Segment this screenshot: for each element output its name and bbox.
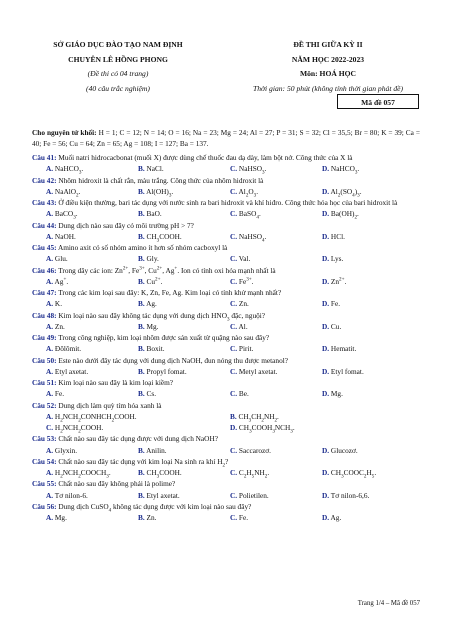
question-47 bbox=[32, 287, 428, 310]
option-c: C. Be. bbox=[230, 389, 249, 399]
option-d: D. $Zn^{2+}$. bbox=[322, 276, 347, 286]
question-stem: Câu 47: Trong các kim loại sau đây: K, Zn, Fe, Ag. Kim loại có tính khử mạnh nhất? bbox=[32, 288, 282, 297]
question-46 bbox=[32, 265, 428, 288]
atomic-masses bbox=[32, 127, 420, 149]
option-a: A. Glu. bbox=[46, 254, 68, 264]
options-row bbox=[32, 343, 428, 354]
exam-code-box: Mã đề 057 bbox=[337, 94, 419, 109]
option-c: C. BaSO$_4$. bbox=[230, 209, 261, 221]
option-d: D. Cu. bbox=[322, 321, 342, 331]
option-d: D. Etyl fomat. bbox=[322, 366, 364, 376]
question-number: Câu 56: bbox=[32, 501, 57, 511]
option-b: B. Cs. bbox=[138, 389, 157, 399]
question-number: Câu 44: bbox=[32, 220, 57, 230]
option-d: D. Fe. bbox=[322, 299, 341, 309]
option-c: C. Al. bbox=[230, 321, 248, 331]
option-b: B. Ag. bbox=[138, 299, 157, 309]
option-c: C. $Fe^{3+}$. bbox=[230, 276, 254, 286]
options-row bbox=[32, 411, 428, 422]
option-b: B. $CH_3CH_2NH_2$. bbox=[230, 411, 279, 424]
option-a: A. $H_2NCH_2CONHCH_2COOH$. bbox=[46, 411, 137, 424]
question-number: Câu 52: bbox=[32, 400, 57, 410]
question-stem: Câu 50: Este nào dưới đây tác dụng với dung dịch NaOH, đun nóng thu được metanol? bbox=[32, 355, 288, 365]
question-number: Câu 41: bbox=[32, 153, 57, 162]
options-row bbox=[32, 163, 428, 174]
time-limit: Thời gian: 50 phút (không tính thời gian phát đề) bbox=[252, 83, 404, 93]
option-a: A. Tơ nilon-6. bbox=[46, 490, 88, 500]
option-b: B. Boxit. bbox=[138, 344, 165, 354]
option-c: C. NaHSO$_4$. bbox=[230, 231, 267, 244]
question-56 bbox=[32, 501, 428, 524]
question-count-note: (40 câu trắc nghiệm) bbox=[86, 83, 150, 93]
question-number: Câu 42: bbox=[32, 175, 57, 185]
option-c: C. $C_2H_5NH_2$. bbox=[230, 468, 270, 480]
school-name: CHUYÊN LÊ HỒNG PHONG bbox=[68, 54, 168, 64]
option-d: D. Lys. bbox=[322, 254, 344, 264]
option-d: D. $Al_2(SO_4)_3$. bbox=[322, 186, 362, 199]
question-number: Câu 53: bbox=[32, 434, 57, 444]
options-row bbox=[32, 208, 428, 219]
question-55 bbox=[32, 478, 428, 501]
option-b: B. Zn. bbox=[138, 513, 157, 522]
page-count-note: (Đề thi có 04 trang) bbox=[87, 69, 149, 79]
option-d: D. $CH_3COOC_2H_5$. bbox=[322, 468, 377, 480]
question-stem: Câu 56: Dung dịch CuSO$_4$ không tác dụng được với kim loại nào sau đây? bbox=[32, 501, 252, 514]
option-a: A. Đôlômit. bbox=[46, 344, 82, 354]
options-row bbox=[32, 186, 428, 197]
question-48 bbox=[32, 310, 428, 333]
option-a: A. Ag+. bbox=[46, 276, 69, 286]
question-list bbox=[32, 152, 428, 523]
option-d: D. Tơ nilon-6,6. bbox=[322, 490, 370, 500]
option-c: C. Metyl axetat. bbox=[230, 366, 278, 376]
option-c: C. Pirit. bbox=[230, 344, 254, 354]
question-52 bbox=[32, 400, 428, 434]
option-a: A. Glyxin. bbox=[46, 445, 78, 455]
option-b: B. Gly. bbox=[138, 254, 159, 264]
question-number: Câu 55: bbox=[32, 479, 57, 489]
options-row bbox=[32, 253, 428, 264]
option-c: C. NaHSO$_3$. bbox=[230, 164, 267, 176]
question-stem: Câu 41: Muối natri hidrocacbonat (muối X) được dùng chế thuốc đau dạ dày, làm bột nở. Công thức của X là bbox=[32, 153, 353, 162]
subject: Môn: HOÁ HỌC bbox=[299, 69, 357, 79]
option-a: A. K. bbox=[46, 299, 63, 309]
option-c: C. Saccarozơ. bbox=[230, 445, 271, 455]
question-number: Câu 47: bbox=[32, 288, 57, 297]
options-row bbox=[32, 321, 428, 332]
question-43 bbox=[32, 197, 428, 220]
question-number: Câu 46: bbox=[32, 265, 57, 275]
option-a: A. Mg. bbox=[46, 513, 67, 522]
question-41 bbox=[32, 152, 428, 175]
option-d: D. NaHCO$_3$. bbox=[322, 164, 360, 176]
options-row bbox=[32, 422, 428, 433]
option-d: D. Ag. bbox=[322, 513, 342, 522]
question-stem: Câu 49: Trong công nghiệp, kim loại nhôm được sản xuất từ quặng nào sau đây? bbox=[32, 333, 270, 342]
question-number: Câu 49: bbox=[32, 333, 57, 342]
options-row bbox=[32, 490, 428, 501]
option-d: D. $Ba(OH)_2$. bbox=[322, 209, 359, 221]
option-b: B. Mg. bbox=[138, 321, 159, 331]
question-number: Câu 51: bbox=[32, 378, 57, 387]
option-b: B. NaCl. bbox=[138, 164, 164, 174]
department-name: SỞ GIÁO DỤC ĐÀO TẠO NAM ĐỊNH bbox=[53, 40, 183, 49]
option-b: B. Anilin. bbox=[138, 445, 167, 455]
question-number: Câu 48: bbox=[32, 310, 57, 320]
option-c: C. $Al_2O_3$. bbox=[230, 186, 259, 199]
option-b: B. BaO. bbox=[138, 209, 162, 219]
page-footer: Trang 1/4 – Mã đề 057 bbox=[357, 600, 420, 607]
exam-title: ĐỀ THI GIỮA KỲ II bbox=[293, 40, 363, 49]
option-d: D. $CH_3COOH_3NCH_3$. bbox=[230, 423, 295, 435]
options-row bbox=[32, 276, 428, 287]
question-54 bbox=[32, 456, 428, 479]
options-row bbox=[32, 445, 428, 456]
option-a: A. Zn. bbox=[46, 321, 65, 331]
option-a: A. NaHCO$_3$. bbox=[46, 164, 84, 176]
option-c: C. Polietilen. bbox=[230, 490, 269, 500]
question-number: Câu 54: bbox=[32, 456, 57, 466]
question-stem: Câu 46: Trong dãy các ion: $Zn^{2+}$, $Fe^{3+}$, $Cu^{2+}$, Ag+. Ion có tính oxi hóa mạnh nhất là bbox=[32, 265, 276, 275]
question-44 bbox=[32, 220, 428, 243]
atomic-masses-text: H = 1; C = 12; N = 14; O = 16; Na = 23; Mg = 24; Al = 27; P = 31; S = 32; Cl = 35,5; Br = 80; K = 39; Ca = 40; Fe = 56; Cu = 64; Zn = 65; Ag = 108; I = 127; Ba = 137. bbox=[32, 128, 420, 149]
options-row bbox=[32, 298, 428, 309]
options-row bbox=[32, 366, 428, 377]
option-c: C. Zn. bbox=[230, 299, 249, 309]
options-row bbox=[32, 467, 428, 478]
question-stem: Câu 42: Nhôm hidroxit là chất rắn, màu trắng. Công thức của nhôm hidroxit là bbox=[32, 175, 264, 185]
question-stem: Câu 51: Kim loại nào sau đây là kim loại kiềm? bbox=[32, 378, 174, 387]
question-53 bbox=[32, 433, 428, 456]
option-a: A. Fe. bbox=[46, 389, 65, 399]
question-stem: Câu 48: Kim loại nào sau đây không tác dụng với dung dịch $HNO_3$ đặc, nguội? bbox=[32, 310, 266, 322]
option-c: C. Val. bbox=[230, 254, 251, 264]
question-number: Câu 50: bbox=[32, 355, 57, 365]
school-year: NĂM HỌC 2022-2023 bbox=[291, 54, 365, 64]
option-b: B. $CH_3COOH$. bbox=[138, 468, 182, 480]
question-49 bbox=[32, 332, 428, 355]
question-stem: Câu 43: Ở điều kiện thường, bari tác dụng với nước sinh ra bari hidroxit và khí hiđro. Công thức hóa học của bari hidroxit là bbox=[32, 198, 398, 207]
question-stem: Câu 53: Chất nào sau đây tác dụng được với dung dịch NaOH? bbox=[32, 434, 218, 444]
question-stem: Câu 54: Chất nào sau đây tác dụng với kim loại Na sinh ra khí $H_2$? bbox=[32, 456, 229, 469]
option-a: A. NaOH. bbox=[46, 231, 76, 241]
question-number: Câu 43: bbox=[32, 198, 57, 207]
option-a: A. Etyl axetat. bbox=[46, 366, 89, 376]
question-stem: Câu 45: Amino axit có số nhóm amino ít hơn số nhóm cacboxyl là bbox=[32, 243, 228, 252]
option-a: A. BaCO$_3$. bbox=[46, 209, 78, 221]
option-b: B. Etyl axetat. bbox=[138, 490, 180, 500]
question-51 bbox=[32, 377, 428, 400]
question-stem: Câu 52: Dung dịch làm quỳ tím hóa xanh là bbox=[32, 400, 162, 410]
option-b: B. $CH_3COOH$. bbox=[138, 231, 182, 244]
options-row bbox=[32, 512, 428, 523]
atomic-masses-label: Cho nguyên tử khối: bbox=[32, 128, 97, 137]
option-d: D. Glucozơ. bbox=[322, 445, 358, 455]
option-b: B. Propyl fomat. bbox=[138, 366, 187, 376]
option-b: B. $Al(OH)_3$. bbox=[138, 186, 174, 199]
options-row bbox=[32, 231, 428, 242]
question-45 bbox=[32, 242, 428, 265]
option-a: A. $H_2NCH_2COOCH_3$. bbox=[46, 468, 111, 480]
options-row bbox=[32, 388, 428, 399]
option-a: A. NaAlO$_2$. bbox=[46, 186, 81, 199]
question-stem: Câu 55: Chất nào sau đây không phải là polime? bbox=[32, 479, 176, 489]
question-50 bbox=[32, 355, 428, 378]
option-d: D. Mg. bbox=[322, 389, 343, 399]
option-d: D. HCl. bbox=[322, 231, 345, 241]
question-stem: Câu 44: Dung dịch nào sau đây có môi trường pH > 7? bbox=[32, 220, 194, 230]
option-c: C. $H_2NCH_2COOH$. bbox=[46, 423, 104, 435]
option-d: D. Hematit. bbox=[322, 344, 357, 354]
option-c: C. Fe. bbox=[230, 513, 249, 522]
question-42 bbox=[32, 175, 428, 198]
question-number: Câu 45: bbox=[32, 243, 57, 252]
option-b: B. $Cu^{2+}$. bbox=[138, 276, 163, 286]
